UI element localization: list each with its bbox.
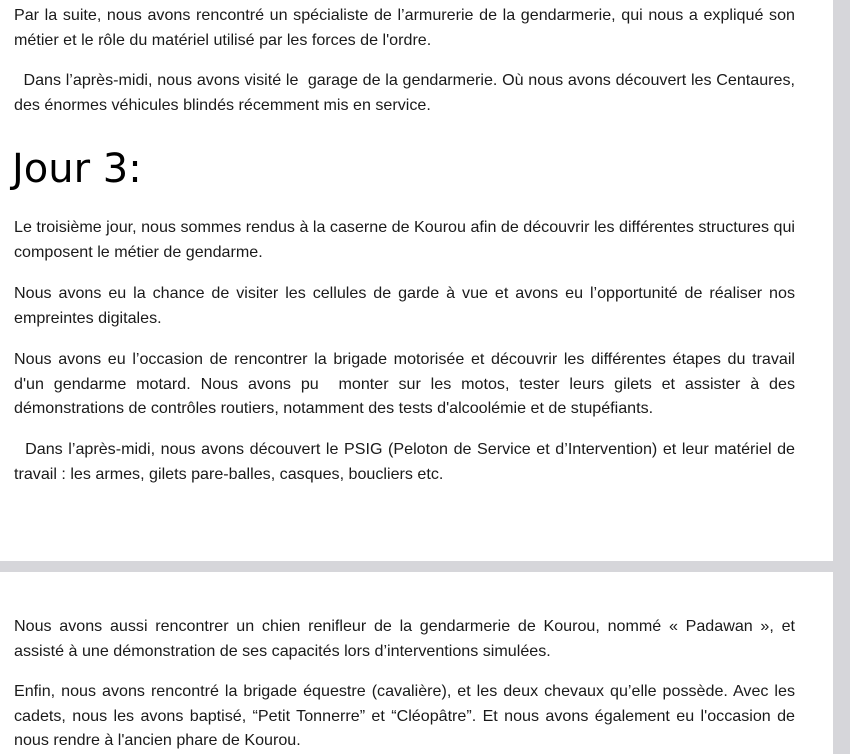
paragraph-psig: Dans l’après-midi, nous avons découvert le PSIG (Peloton de Service et d’Intervention) et leur matériel de travail : les armes, gilets pare-balles, casques, boucliers etc. bbox=[14, 440, 795, 483]
paragraph-chien-renifleur: Nous avons aussi rencontrer un chien renifleur de la gendarmerie de Kourou, nommé « Padawan », et assisté à une démonstration de ses capacités lors d’interventions simulées. bbox=[14, 617, 795, 660]
document-page-2 bbox=[0, 572, 833, 754]
paragraph-brigade-equestre: Enfin, nous avons rencontré la brigade équestre (cavalière), et les deux chevaux qu’elle possède. Avec les cadets, nous les avons baptisé, “Petit Tonnerre” et “Cléopâtre”. Et nous avons également eu l'occasion de nous rendre à l'ancien phare de Kourou. bbox=[14, 682, 795, 749]
paragraph-brigade-motorisee: Nous avons eu l’occasion de rencontrer la brigade motorisée et découvrir les différentes étapes du travail d'un gendarme motard. Nous avons pu monter sur les motos, tester leurs gilets et assister à des démonstrations de contrôles routiers, notamment des tests d'alcoolémie et de stupéfiants. bbox=[14, 350, 795, 417]
paragraph-garage: Dans l’après-midi, nous avons visité le garage de la gendarmerie. Où nous avons découvert les Centaures, des énormes véhicules blindés récemment mis en service. bbox=[14, 71, 795, 114]
paragraph-armurerie: Par la suite, nous avons rencontré un spécialiste de l’armurerie de la gendarmerie, qui nous a expliqué son métier et le rôle du matériel utilisé par les forces de l'ordre. bbox=[14, 6, 795, 49]
paragraph-cellules: Nous avons eu la chance de visiter les cellules de garde à vue et avons eu l’opportunité de réaliser nos empreintes digitales. bbox=[14, 284, 795, 327]
paragraph-caserne: Le troisième jour, nous sommes rendus à la caserne de Kourou afin de découvrir les différentes structures qui composent le métier de gendarme. bbox=[14, 218, 795, 261]
section-heading-jour-3: Jour 3: bbox=[12, 146, 142, 192]
